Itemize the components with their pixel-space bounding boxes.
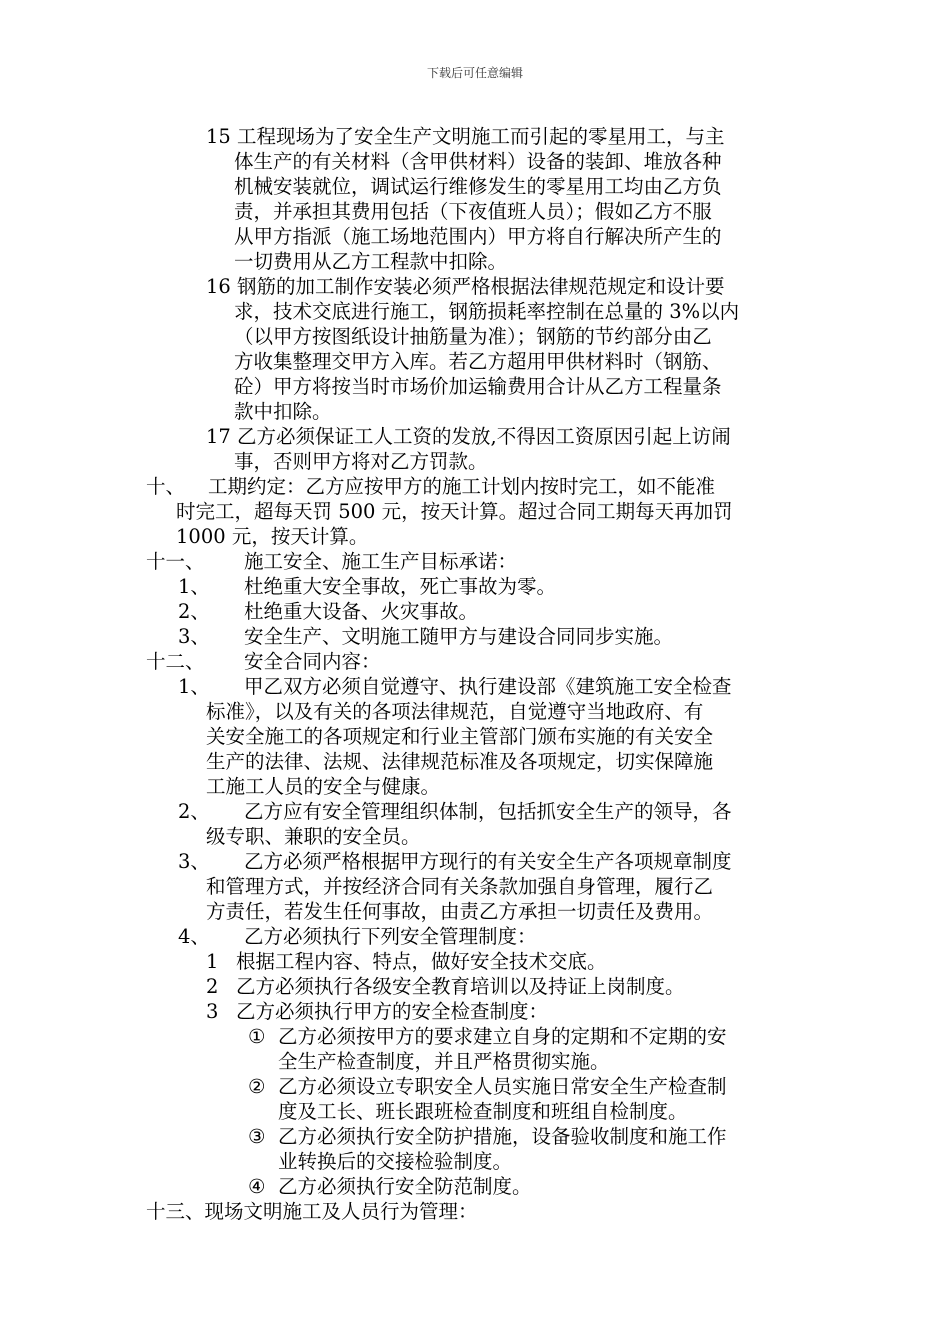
item-line: 乙方必须执行下列安全管理制度：: [244, 925, 537, 948]
item-number: 1、: [178, 575, 210, 598]
subitem-number: 2: [206, 975, 219, 998]
item-number: 4、: [178, 925, 210, 948]
circled-number: ②: [248, 1075, 266, 1098]
item-number: 3、: [178, 850, 210, 873]
clause-line: 机械安装就位，调试运行维修发生的零星用工均由乙方负: [234, 175, 722, 198]
item-number: 1、: [178, 675, 210, 698]
item-line: 甲乙双方必须自觉遵守、执行建设部《建筑施工安全检查: [244, 675, 732, 698]
section-13-title: 十三、现场文明施工及人员行为管理：: [146, 1200, 478, 1223]
section-line: 1000 元，按天计算。: [176, 525, 369, 548]
item-number: 3、: [178, 625, 210, 648]
section-number: 十二、: [146, 650, 205, 673]
item-line: 乙方必须严格根据甲方现行的有关安全生产各项规章制度: [244, 850, 732, 873]
clause-line: 求，技术交底进行施工，钢筋损耗率控制在总量的 3%以内: [234, 300, 740, 323]
clause-line: 从甲方指派（施工场地范围内）甲方将自行解决所产生的: [234, 225, 722, 248]
section-title: 施工安全、施工生产目标承诺：: [244, 550, 518, 573]
item-text: 安全生产、文明施工随甲方与建设合同同步实施。: [244, 625, 674, 648]
item-line: 乙方应有安全管理组织体制，包括抓安全生产的领导，各: [244, 800, 732, 823]
circled-line: 乙方必须设立专职安全人员实施日常安全生产检查制: [278, 1075, 727, 1098]
item-line: 和管理方式，并按经济合同有关条款加强自身管理，履行乙: [206, 875, 714, 898]
clause-number: 15: [206, 125, 231, 148]
clause-number: 16: [206, 275, 231, 298]
item-line: 关安全施工的各项规定和行业主管部门颁布实施的有关安全: [206, 725, 714, 748]
clause-line: （以甲方按图纸设计抽筋量为准）；钢筋的节约部分由乙: [234, 325, 712, 348]
section-title: 安全合同内容：: [244, 650, 381, 673]
clause-line: 工程现场为了安全生产文明施工而引起的零星用工，与主: [237, 125, 725, 148]
item-number: 2、: [178, 800, 210, 823]
clause-line: 乙方必须保证工人工资的发放,不得因工资原因引起上访闹: [237, 425, 731, 448]
subitem-text: 根据工程内容、特点，做好安全技术交底。: [236, 950, 607, 973]
item-line: 级专职、兼职的安全员。: [206, 825, 421, 848]
circled-number: ①: [248, 1025, 266, 1048]
clause-line: 砼）甲方将按当时市场价加运输费用合计从乙方工程量条: [234, 375, 722, 398]
clause-line: 体生产的有关材料（含甲供材料）设备的装卸、堆放各种: [234, 150, 722, 173]
clause-line: 事，否则甲方将对乙方罚款。: [234, 450, 488, 473]
item-line: 标准》，以及有关的各项法律规范，自觉遵守当地政府、有: [206, 700, 704, 723]
clause-line: 一切费用从乙方工程款中扣除。: [234, 250, 508, 273]
circled-line: 度及工长、班长跟班检查制度和班组自检制度。: [278, 1100, 688, 1123]
clause-line: 方收集整理交甲方入库。若乙方超用甲供材料时（钢筋、: [234, 350, 722, 373]
section-number: 十、: [146, 475, 186, 498]
clause-number: 17: [206, 425, 231, 448]
item-line: 生产的法律、法规、法律规范标准及各项规定，切实保障施: [206, 750, 714, 773]
clause-line: 责，并承担其费用包括（下夜值班人员）；假如乙方不服: [234, 200, 712, 223]
circled-number: ④: [248, 1175, 266, 1198]
circled-line: 乙方必须执行安全防护措施，设备验收制度和施工作: [278, 1125, 727, 1148]
section-line: 时完工，超每天罚 500 元，按天计算。超过合同工期每天再加罚: [176, 500, 733, 523]
subitem-text: 乙方必须执行各级安全教育培训以及持证上岗制度。: [236, 975, 685, 998]
page-header: 下载后可任意编辑: [426, 66, 523, 80]
circled-line: 乙方必须执行安全防范制度。: [278, 1175, 532, 1198]
subitem-text: 乙方必须执行甲方的安全检查制度：: [236, 1000, 549, 1023]
section-number: 十一、: [146, 550, 205, 573]
item-line: 工施工人员的安全与健康。: [206, 775, 441, 798]
item-text: 杜绝重大设备、火灾事故。: [244, 600, 479, 623]
subitem-number: 1: [206, 950, 219, 973]
item-line: 方责任，若发生任何事故，由责乙方承担一切责任及费用。: [206, 900, 714, 923]
section-line: 工期约定：乙方应按甲方的施工计划内按时完工，如不能准: [208, 475, 716, 498]
circled-line: 全生产检查制度，并且严格贯彻实施。: [278, 1050, 610, 1073]
clause-line: 钢筋的加工制作安装必须严格根据法律规范规定和设计要: [237, 275, 725, 298]
item-number: 2、: [178, 600, 210, 623]
item-text: 杜绝重大安全事故，死亡事故为零。: [244, 575, 557, 598]
clause-line: 款中扣除。: [234, 400, 332, 423]
circled-line: 乙方必须按甲方的要求建立自身的定期和不定期的安: [278, 1025, 727, 1048]
subitem-number: 3: [206, 1000, 219, 1023]
circled-number: ③: [248, 1125, 266, 1148]
circled-line: 业转换后的交接检验制度。: [278, 1150, 513, 1173]
